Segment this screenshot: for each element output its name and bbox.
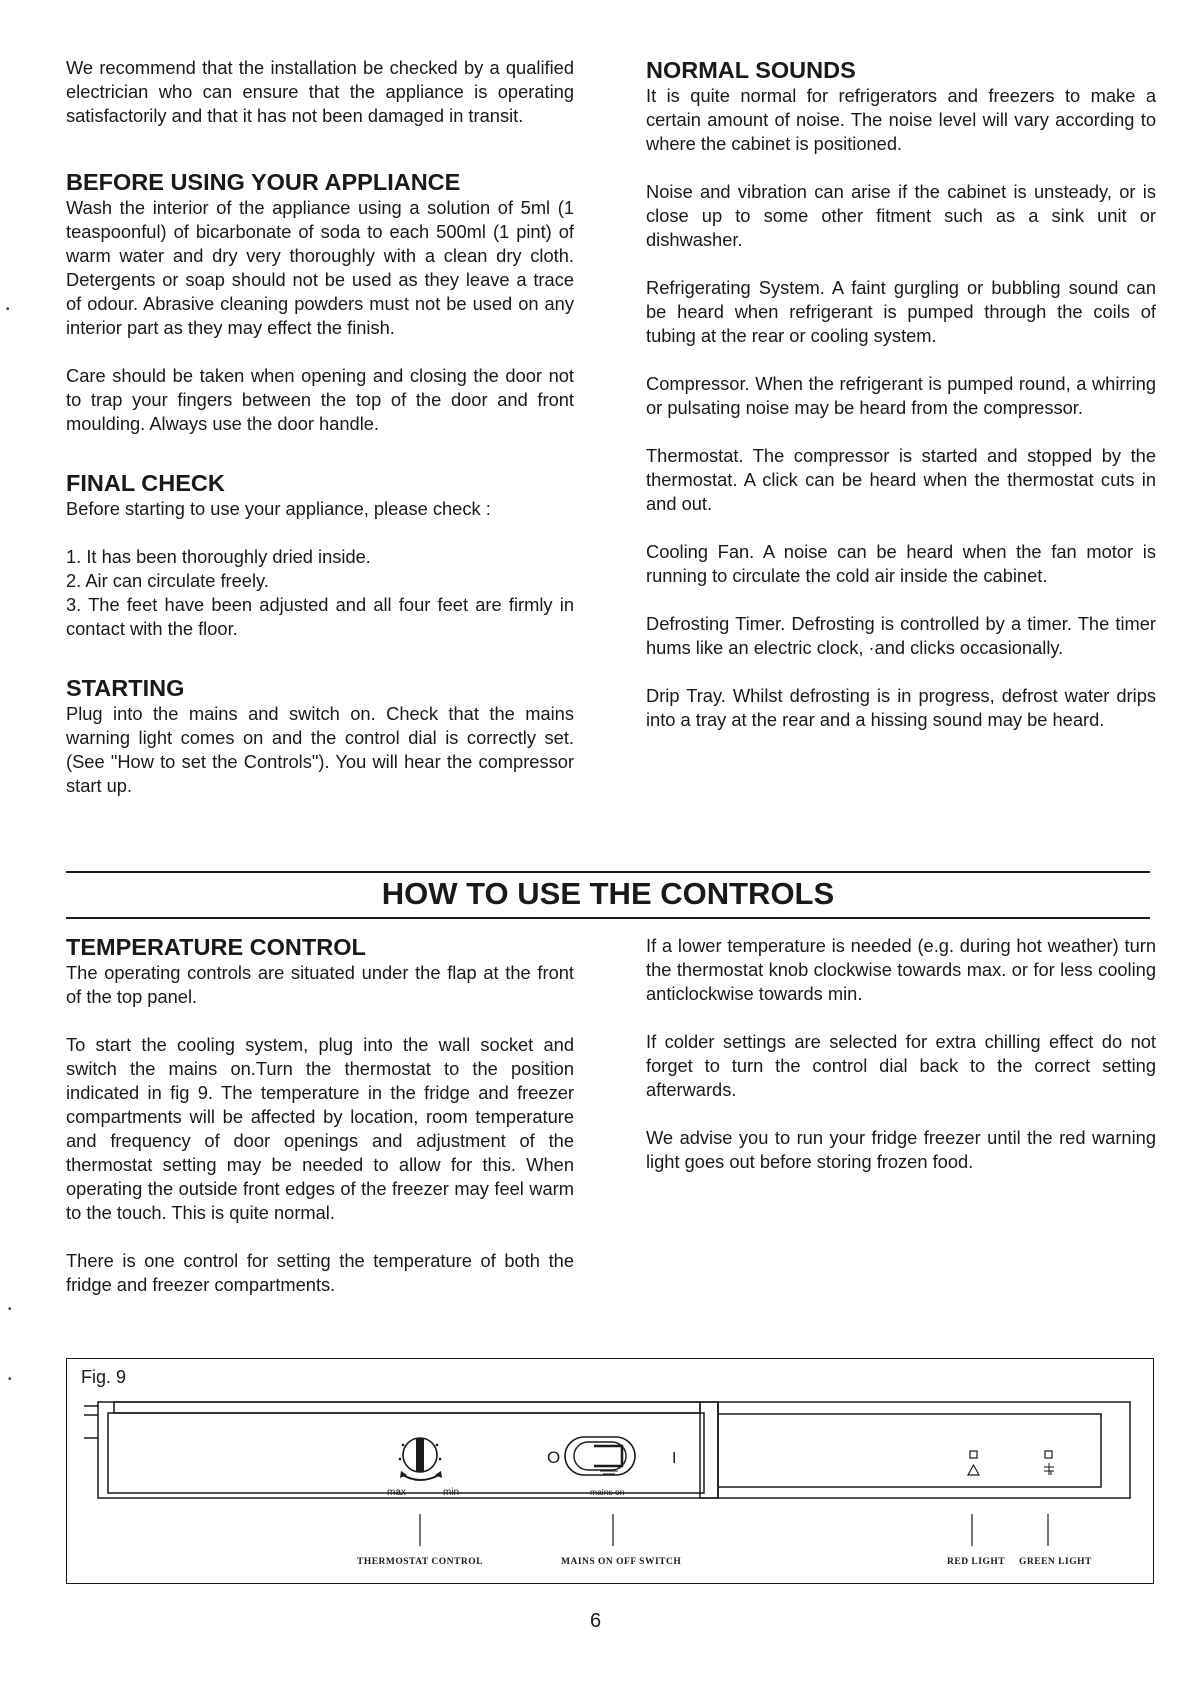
dial-max-label: max (387, 1487, 406, 1498)
page-number: 6 (589, 1610, 602, 1632)
temperature-paragraph-1: The operating controls are situated under the flap at the front of the top panel. (66, 962, 574, 1007)
before-using-heading: BEFORE USING YOUR APPLIANCE (66, 169, 461, 195)
right-column-bottom (646, 934, 1156, 1174)
margin-speck: • (8, 1374, 12, 1385)
sounds-paragraph-2: Noise and vibration can arise if the cabinet is unsteady, or is close up to some other fitment such as a sink unit or dishwasher. (646, 181, 1156, 250)
intro-paragraph: We recommend that the installation be checked by a qualified electrician who can ensure that the appliance is operating satisfactorily and that it has not been damaged in transit. (66, 57, 574, 126)
plug-symbol-icon (1044, 1463, 1054, 1475)
control-panel-diagram (67, 1359, 1153, 1583)
thermostat-dial-icon[interactable] (399, 1438, 442, 1480)
red-light-caption: RED LIGHT (947, 1557, 1006, 1567)
red-light-indicator (970, 1451, 977, 1458)
temperature-paragraph-3: There is one control for setting the temperature of both the fridge and freezer compartments. (66, 1250, 574, 1295)
dial-min-label: min (443, 1487, 460, 1498)
margin-speck: • (8, 1304, 12, 1315)
sounds-paragraph-8: Drip Tray. Whilst defrosting is in progress, defrost water drips into a tray at the rear and a hissing sound may be heard. (646, 685, 1156, 730)
final-check-item-2: 2. Air can circulate freely. (66, 570, 269, 591)
mains-switch-caption: MAINS ON OFF SWITCH (561, 1557, 682, 1567)
warning-triangle-icon (968, 1465, 979, 1475)
left-column-top (66, 56, 574, 798)
green-light-indicator (1045, 1451, 1052, 1458)
mains-switch-icon[interactable] (565, 1437, 635, 1475)
temperature-control-heading: TEMPERATURE CONTROL (66, 934, 366, 960)
final-check-heading: FINAL CHECK (66, 470, 225, 496)
margin-speck: • (6, 304, 10, 315)
sounds-paragraph-5: Thermostat. The compressor is started and stopped by the thermostat. A click can be heard when the thermostat cuts in and out. (646, 445, 1156, 514)
right-column-top (646, 56, 1156, 732)
sounds-paragraph-1: It is quite normal for refrigerators and freezers to make a certain amount of noise. The noise level will vary according to where the cabinet is positioned. (646, 85, 1156, 154)
normal-sounds-heading: NORMAL SOUNDS (646, 57, 856, 83)
sounds-paragraph-3: Refrigerating System. A faint gurgling or bubbling sound can be heard when refrigerant is pumped through the coils of tubing at the rear or cooling system. (646, 277, 1156, 346)
starting-heading: STARTING (66, 675, 185, 701)
controls-banner-heading: HOW TO USE THE CONTROLS (381, 876, 835, 911)
sounds-paragraph-7: Defrosting Timer. Defrosting is controlled by a timer. The timer hums like an electric clock, ·and clicks occasionally. (646, 613, 1156, 658)
before-using-paragraph-2: Care should be taken when opening and closing the door not to trap your fingers between the top of the door and front moulding. Always use the door handle. (66, 365, 574, 434)
figure-label: Fig. 9 (81, 1367, 127, 1387)
switch-on-symbol: I (672, 1450, 677, 1467)
controls-paragraph-1: If a lower temperature is needed (e.g. during hot weather) turn the thermostat knob clockwise towards max. or for less cooling anticlockwise towards min. (646, 935, 1156, 1004)
figure-9-panel (66, 1358, 1154, 1584)
banner-top-rule (66, 871, 1150, 873)
green-light-caption: GREEN LIGHT (1019, 1557, 1092, 1567)
controls-paragraph-3: We advise you to run your fridge freezer until the red warning light goes out before storing frozen food. (646, 1127, 1156, 1172)
controls-paragraph-2: If colder settings are selected for extra chilling effect do not forget to turn the control dial back to the correct setting afterwards. (646, 1031, 1156, 1100)
final-check-item-3: 3. The feet have been adjusted and all four feet are firmly in contact with the floor. (66, 594, 574, 639)
before-using-paragraph-1: Wash the interior of the appliance using a solution of 5ml (1 teaspoonful) of bicarbonate of soda to each 500ml (1 pint) of warm water and dry very thoroughly with a clean dry cloth. Detergents or soap should not be used as they leave a trace of odour. Abrasive cleaning powders must not be used on any interior part as they may effect the finish. (66, 197, 574, 338)
final-check-intro: Before starting to use your appliance, please check : (66, 498, 491, 519)
thermostat-caption: THERMOSTAT CONTROL (357, 1557, 483, 1567)
temperature-paragraph-2: To start the cooling system, plug into the wall socket and switch the mains on.Turn the thermostat to the position indicated in fig 9. The temperature in the fridge and freezer compartments will be affected by location, room temperature and frequency of door openings and adjustment of the thermostat setting may be needed to allow for this. When operating the outside front edges of the freezer may feel warm to the touch. This is quite normal. (66, 1034, 574, 1223)
sounds-paragraph-6: Cooling Fan. A noise can be heard when the fan motor is running to circulate the cold air inside the cabinet. (646, 541, 1156, 586)
final-check-item-1: 1. It has been thoroughly dried inside. (66, 546, 371, 567)
sounds-paragraph-4: Compressor. When the refrigerant is pumped round, a whirring or pulsating noise may be heard from the compressor. (646, 373, 1156, 418)
starting-paragraph: Plug into the mains and switch on. Check that the mains warning light comes on and the control dial is correctly set. (See "How to set the Controls"). You will hear the compressor start up. (66, 703, 574, 796)
switch-off-symbol: O (547, 1448, 561, 1467)
banner-bottom-rule (66, 917, 1150, 919)
mains-on-label: mains on (590, 1487, 625, 1497)
left-column-bottom (66, 933, 574, 1297)
